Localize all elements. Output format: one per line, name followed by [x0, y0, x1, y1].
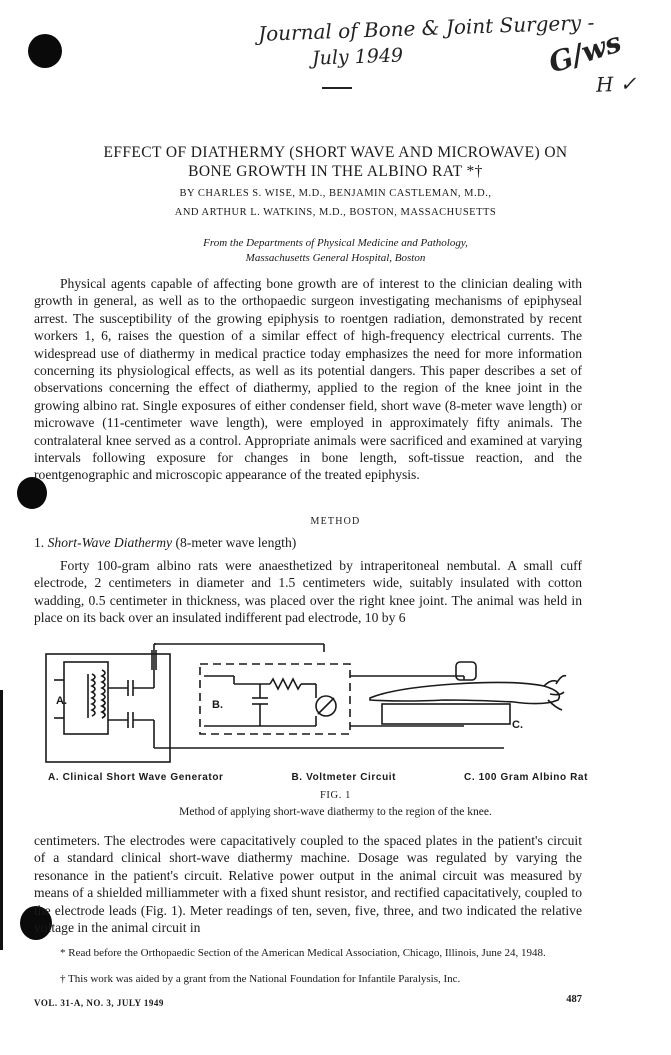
handwritten-journal-note: Journal of Bone & Joint Surgery - [257, 10, 595, 46]
scan-edge-shadow [0, 690, 3, 950]
article-title-line-1: EFFECT OF DIATHERMY (SHORT WAVE AND MICROWAVE) ON [103, 144, 568, 161]
rat-pad-electrode [382, 704, 510, 724]
binder-hole-top [28, 34, 62, 68]
footnote-dagger: † This work was aided by a grant from the National Foundation for Infantile Paralysis, Inc. [60, 973, 461, 985]
section-subtitle: (8-meter wave length) [175, 535, 297, 550]
shunt-resistor [270, 679, 301, 689]
handwritten-initials: G/ws [544, 25, 626, 80]
handwritten-date-note: July 1949 [311, 44, 404, 70]
figure-label-b: B. [212, 699, 223, 711]
method-paragraph: Forty 100-gram albino rats were anaesthetized by intraperitoneal nembutal. A small cuff electrode, 2 centimeters in diameter and 1.5 centimeters wide, suitably insulated with cotton wadding, 0.5 centimeter in thickness, was placed over the right knee joint. The animal was held in place on its back over an insulated indifferent pad electrode, 10 by 6 [34, 558, 582, 626]
footer-volume-info: VOL. 31-A, NO. 3, JULY 1949 [34, 998, 164, 1008]
generator-coil-housing [64, 662, 108, 734]
article-title-line-2: BONE GROWTH IN THE ALBINO RAT *† [188, 163, 483, 180]
section-1-heading [34, 535, 296, 551]
handwritten-underline [322, 87, 352, 89]
section-title: Short-Wave Diathermy [47, 535, 173, 550]
method-heading: METHOD [310, 516, 361, 527]
handwritten-checkmark: H ✓ [595, 71, 637, 97]
legend-rat: C. 100 Gram Albino Rat [464, 772, 588, 783]
continued-paragraph: centimeters. The electrodes were capacitatively coupled to the spaced plates in the patient's circuit of a standard clinical short-wave diathermy machine. Dosage was regulated by varying the resonance in the patient's circuit. Relative power output in the animal circuit was measured by means of a shielded milliammeter with a fixed shunt resistor, and rectified capacitatively, coupled to the electrode leads (Fig. 1). Meter readings of ten, seven, five, three, and two indicated the relative voltage in the animal circuit in [34, 833, 582, 936]
footnote-star: * Read before the Orthopaedic Section of the American Medical Association, Chicago, Illinois, June 24, 1948. [60, 947, 546, 959]
cuff-electrode [456, 662, 476, 680]
figure-legend [48, 772, 588, 783]
legend-generator: A. Clinical Short Wave Generator [48, 772, 224, 783]
circuit-diagram-figure [44, 640, 584, 764]
figure-number: FIG. 1 [319, 790, 352, 801]
generator-coil-icon [92, 674, 95, 716]
figure-caption: Method of applying short-wave diathermy to the region of the knee. [179, 806, 492, 818]
rat-body-sketch [370, 682, 559, 703]
section-number: 1. [34, 535, 45, 550]
figure-label-a: A. [56, 695, 67, 707]
author-byline-1: BY CHARLES S. WISE, M.D., BENJAMIN CASTLEMAN, M.D., [179, 188, 492, 199]
intro-paragraph: Physical agents capable of affecting bone growth are of interest to the clinician dealing with growth in general, as well as to the orthopaedic surgeon investigating mechanisms of epiphyseal arrest. The susceptibility of the growing epiphysis to roentgen radiation, demonstrated by recent workers 1, 6, raises the question of a similar effect of high-frequency electrical currents. The widespread use of diathermy in medical practice today emphasizes the need for more information concerning its physiological effects, as well as its potential dangers. This paper describes a set of observations concerning the effect of diathermy, applied to the region of the knee joint in the growing albino rat. Single exposures of either condenser field, short wave (8-meter wave length) or microwave (11-centimeter wave length), were employed in approximately fifty animals. The contralateral knee served as a control. Appropriate animals were sacrificed and examined at varying intervals following exposure for changes in bone length, soft-tissue reaction, and the roentgenographic and microscopic appearance of the treated epiphysis. [34, 276, 582, 483]
affiliation-line-1: From the Departments of Physical Medicine and Pathology, [203, 237, 468, 249]
figure-label-c: C. [512, 719, 523, 731]
affiliation-line-2: Massachusetts General Hospital, Boston [245, 252, 426, 264]
legend-voltmeter: B. Voltmeter Circuit [291, 772, 397, 783]
author-byline-2: AND ARTHUR L. WATKINS, M.D., BOSTON, MASSACHUSETTS [174, 207, 497, 218]
page-number: 487 [566, 994, 582, 1005]
